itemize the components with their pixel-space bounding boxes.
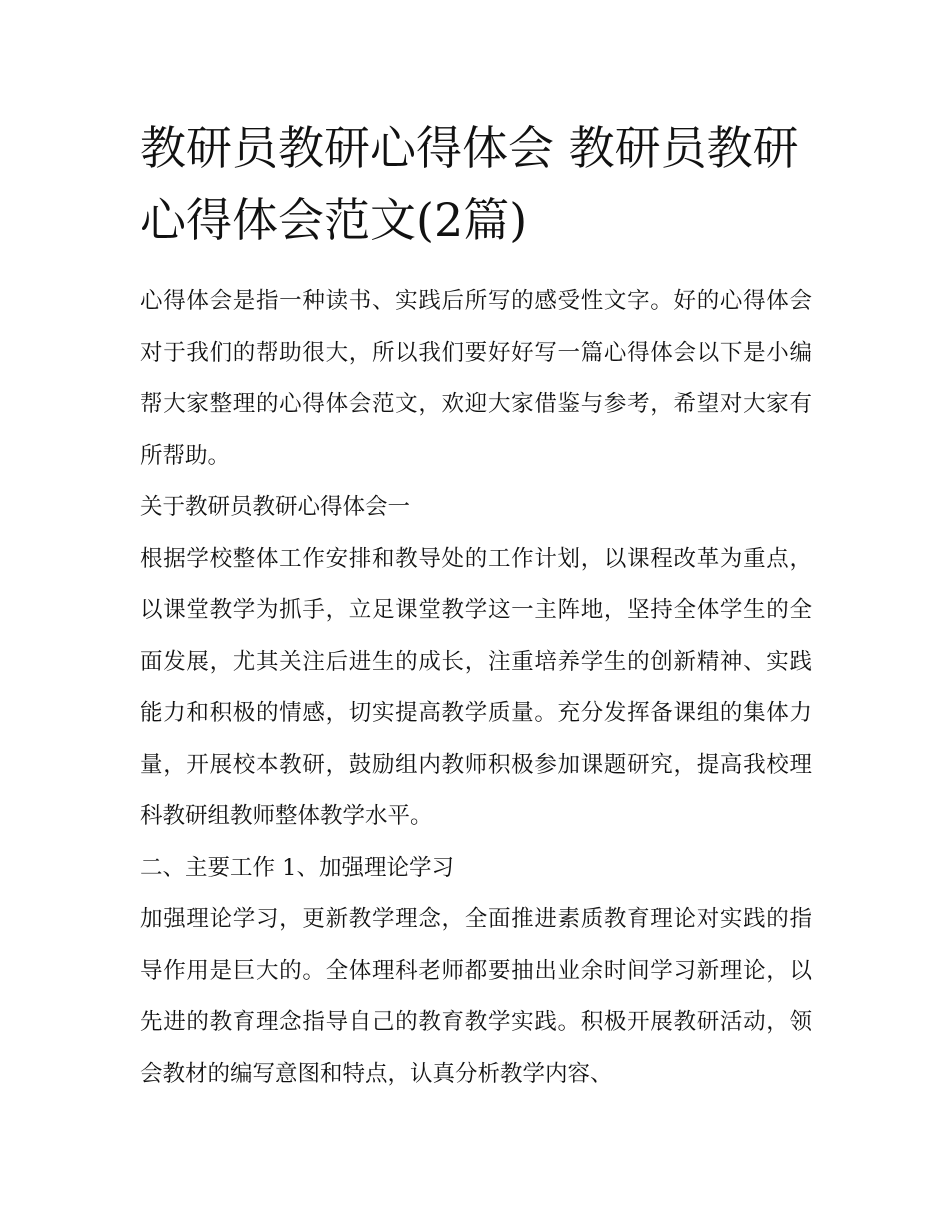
section1-paragraph: 根据学校整体工作安排和教导处的工作计划，以课程改革为重点，以课堂教学为抓手，立足课堂教学这一主阵地，坚持全体学生的全面发展，尤其关注后进生的成长，注重培养学生的创新精神、实践能力和积极的情感，切实提高教学质量。充分发挥备课组的集体力量，开展校本教研，鼓励组内教师积极参加课题研究，提高我校理科教研组教师整体教学水平。: [140, 545, 812, 829]
section2-paragraph: 加强理论学习，更新教学理念，全面推进素质教育理论对实践的指导作用是巨大的。全体理科老师都要抽出业余时间学习新理论，以先进的教育理念指导自己的教育教学实践。积极开展教研活动，领会教材的编写意图和特点，认真分析教学内容、: [140, 906, 812, 1087]
section1-heading: 关于教研员教研心得体会一: [140, 494, 411, 520]
document-title: 教研员教研心得体会 教研员教研心得体会范文(2篇): [140, 121, 799, 247]
document-body: [140, 276, 812, 1100]
intro-paragraph: 心得体会是指一种读书、实践后所写的感受性文字。好的心得体会对于我们的帮助很大，所以我们要好好写一篇心得体会以下是小编帮大家整理的心得体会范文，欢迎大家借鉴与参考，希望对大家有所帮助。: [140, 288, 812, 469]
section2-heading: 二、主要工作 1、加强理论学习: [140, 854, 454, 881]
